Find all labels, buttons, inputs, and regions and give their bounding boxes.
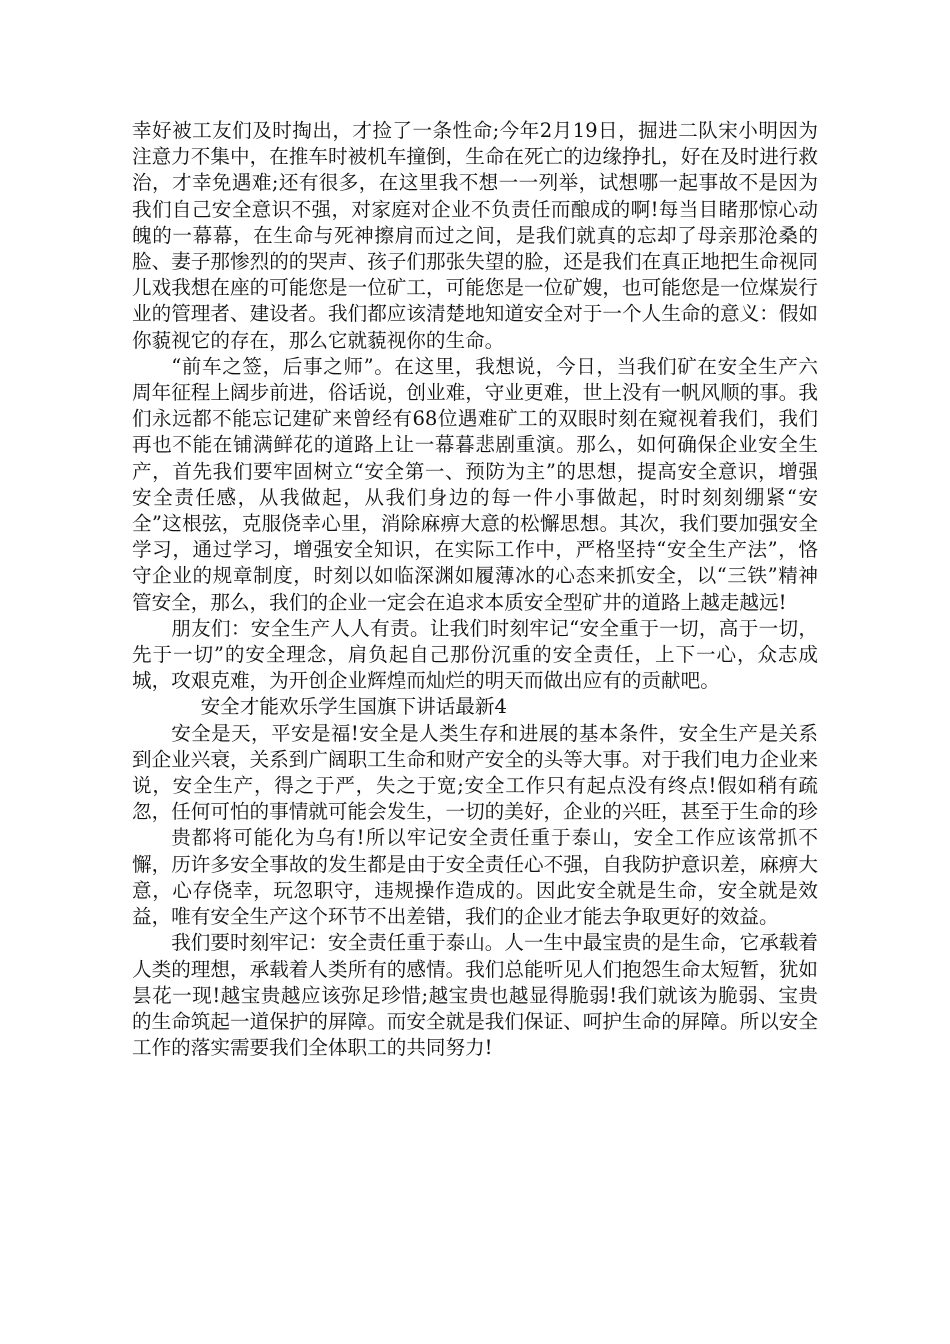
body-paragraph: 朋友们：安全生产人人有责。让我们时刻牢记“安全重于一切，高于一切，先于一切”的安全理念，肩负起自己那份沉重的安全责任，上下一心，众志成城，攻艰克难，为开创企业辉煌而灿烂的明天而做出应有的贡献吧。	[132, 616, 818, 693]
document-page	[132, 118, 818, 1061]
body-paragraph: 安全是天，平安是福!安全是人类生存和进展的基本条件，安全生产是关系到企业兴衰，关系到广阔职工生命和财产安全的头等大事。对于我们电力企业来说，安全生产，得之于严，失之于宽;安全工作只有起点没有终点!假如稍有疏忽，任何可怕的事情就可能会发生，一切的美好，企业的兴旺，甚至于生命的珍	[132, 721, 818, 824]
body-paragraph: “前车之签，后事之师”。在这里，我想说，今日，当我们矿在安全生产六周年征程上阔步前进，俗话说，创业难，守业更难，世上没有一帆风顺的事。我们永远都不能忘记建矿来曾经有68位遇难矿工的双眼时刻在窥视着我们，我们再也不能在铺满鲜花的道路上让一幕暮悲剧重演。那么，如何确保企业安全生产，首先我们要牢固树立“安全第一、预防为主”的思想，提高安全意识，增强安全责任感，从我做起，从我们身边的每一件小事做起，时时刻刻绷紧“安全”这根弦，克服侥幸心里，消除麻痹大意的松懈思想。其次，我们要加强安全学习，通过学习，增强安全知识，在实际工作中，严格坚持“安全生产法”，恪守企业的规章制度，时刻以如临深渊如履薄冰的心态来抓安全，以“三铁”精神管安全，那么，我们的企业一定会在追求本质安全型矿井的道路上越走越远!	[132, 354, 818, 614]
body-paragraph: 贵都将可能化为乌有!所以牢记安全责任重于泰山，安全工作应该常抓不懈，历许多安全事故的发生都是由于安全责任心不强，自我防护意识差，麻痹大意，心存侥幸，玩忽职守，违规操作造成的。因此安全就是生命，安全就是效益，唯有安全生产这个环节不出差错，我们的企业才能去争取更好的效益。	[132, 826, 818, 929]
body-paragraph: 我们要时刻牢记：安全责任重于泰山。人一生中最宝贵的是生命，它承载着人类的理想，承载着人类所有的感情。我们总能听见人们抱怨生命太短暂，犹如昙花一现!越宝贵越应该弥足珍惜;越宝贵也越显得脆弱!我们就该为脆弱、宝贵的生命筑起一道保护的屏障。而安全就是我们保证、呵护生命的屏障。所以安全工作的落实需要我们全体职工的共同努力!	[132, 931, 818, 1060]
body-paragraph: 幸好被工友们及时掏出，才捡了一条性命;今年2月19日，掘进二队宋小明因为注意力不集中，在推车时被机车撞倒，生命在死亡的边缘挣扎，好在及时进行救治，才幸免遇难;还有很多，在这里我不想一一列举，试想哪一起事故不是因为我们自己安全意识不强，对家庭对企业不负责任而酿成的啊!每当目睹那惊心动魄的一幕幕，在生命与死神擦肩而过之间，是我们就真的忘却了母亲那沧桑的脸、妻子那惨烈的的哭声、孩子们那张失望的脸，还是我们在真正地把生命视同儿戏我想在座的可能您是一位矿工，可能您是一位矿嫂，也可能您是一位煤炭行业的管理者、建设者。我们都应该清楚地知道安全对于一个人生命的意义：假如你藐视它的存在，那么它就藐视你的生命。	[132, 119, 818, 352]
section-heading: 安全才能欢乐学生国旗下讲话最新4	[200, 695, 507, 719]
